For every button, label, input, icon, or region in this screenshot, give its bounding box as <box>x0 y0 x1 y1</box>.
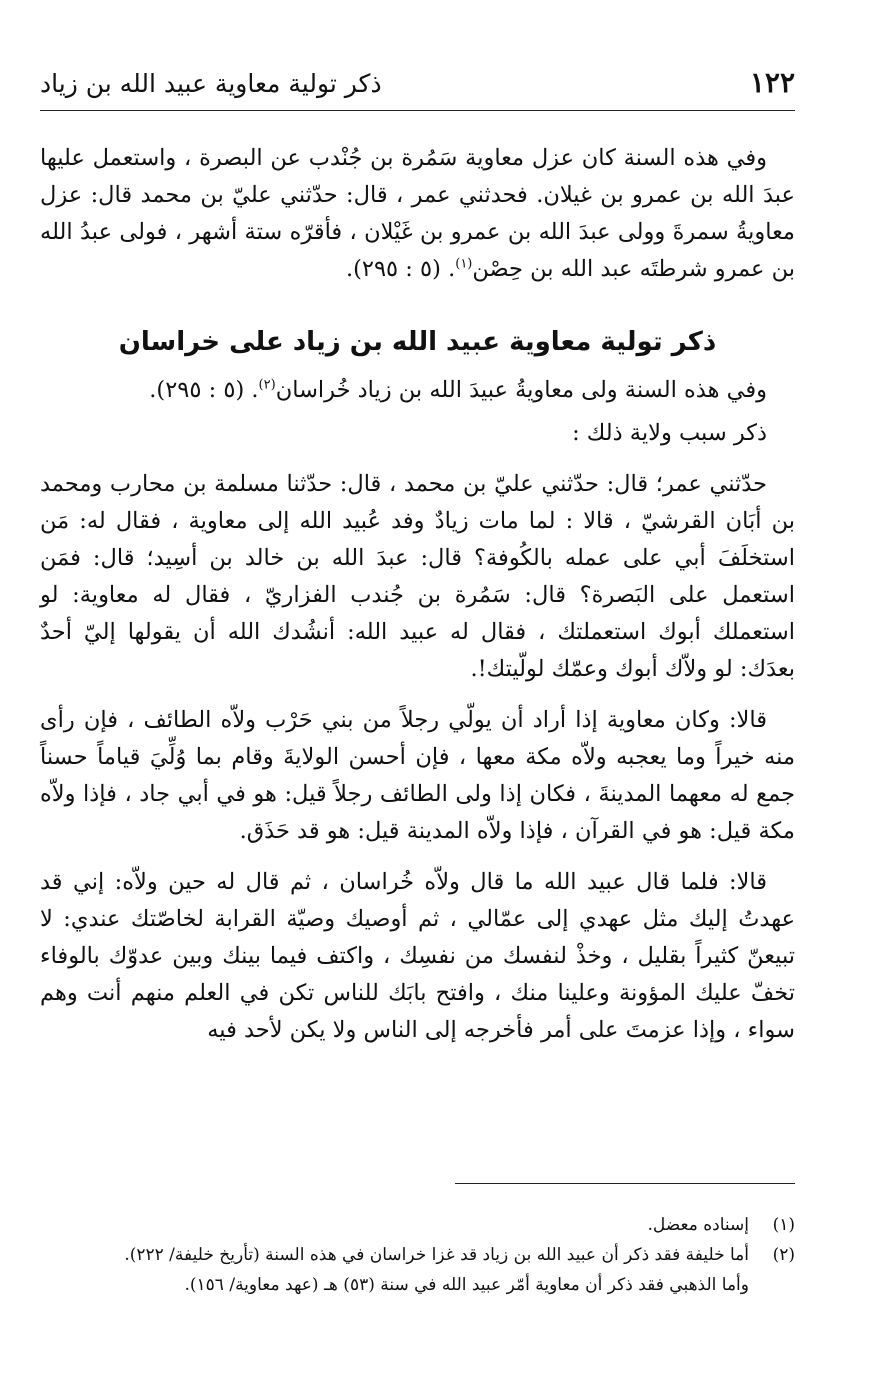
header-rule <box>40 110 795 111</box>
source-reference: . (٥ : ٢٩٥). <box>149 377 259 403</box>
paragraph-text: وفي هذه السنة ولى معاويةُ عبيدَ الله بن زياد خُراسان <box>275 377 767 403</box>
paragraph <box>40 140 795 288</box>
source-reference: . (٥ : ٢٩٥). <box>345 256 456 282</box>
footnotes <box>40 1210 795 1300</box>
page-header <box>40 62 795 108</box>
paragraph: قالا: فلما قال عبيد الله ما قال ولاّه خُراسان ، ثم قال له حين ولاّه: إني قد عهدتُ إليك مثل عهدي إلى عمّالي ، ثم أوصيك وصيّة القرابة لخاصّتك عندي: لا تبيعنّ كثيراً بقليل ، وخذْ لنفسك من نفسِك ، واكتف فيما بينك وبين عدوّك بالوفاء تخفّ عليك المؤونة وعلينا منك ، وافتح بابَك للناس تكن في العلم منهم أنت وهم سواء ، وإذا عزمتَ على أمر فأخرجه إلى الناس ولا يكن لأحد فيه <box>40 869 795 1043</box>
footnote-number: (٢) <box>772 1245 795 1265</box>
footnote-number: (١) <box>772 1215 795 1235</box>
paragraph: قالا: وكان معاوية إذا أراد أن يولّي رجلاً من بني حَرْب ولاّه الطائف ، فإن رأى منه خيراً وما يعجبه ولاّه مكة معها ، فإن أحسن الولايةَ وقام بما وُلِّيَ قياماً حسناً جمع له معهما المدينةَ ، فكان إذا ولى الطائف رجلاً قيل: هو في أبي جاد ، فإذا ولاّه مكة قيل: هو في القرآن ، فإذا ولاّه المدينة قيل: هو قد حَذَق. <box>40 707 795 844</box>
footnote-line: أما خليفة فقد ذكر أن عبيد الله بن زياد قد غزا خراسان في هذه السنة (تأريخ خليفة/ ٢٢٢). <box>124 1245 749 1265</box>
footnote-line: إسناده معضل. <box>647 1215 749 1235</box>
main-text <box>40 140 795 1063</box>
paragraph-text: وفي هذه السنة كان عزل معاوية سَمُرة بن جُنْدب عن البصرة ، واستعمل عليها عبدَ الله بن عمرو بن غيلان. فحدثني عمر ، قال: حدّثني عليّ بن محمد قال: عزل معاويةُ سمرةَ وولى عبدَ الله بن عمرو بن غَيْلان ، فأقرّه ستة أشهر ، فولى عبدُ الله بن عمرو شرطتَه عبد الله بن حِصْن <box>40 145 795 282</box>
footnote-line: وأما الذهبي فقد ذكر أن معاوية أمّر عبيد الله في سنة (٥٣) هـ (عهد معاوية/ ١٥٦). <box>184 1275 749 1295</box>
section-heading: ذكر تولية معاوية عبيد الله بن زياد على خراسان <box>118 327 717 357</box>
paragraph <box>40 372 795 409</box>
footnote-text <box>40 1210 749 1240</box>
paragraph: حدّثني عمر؛ قال: حدّثني عليّ بن محمد ، قال: حدّثنا مسلمة بن محارب ومحمد بن أبَان القرشيّ ، قالا : لما مات زيادٌ وفد عُبيد الله إلى معاوية ، فقال له: مَن استخلَفَ أبي على عمله بالكُوفة؟ قال: عبدَ الله بن خالد بن أسِيد؛ قال: فمَن استعمل على البَصرة؟ قال: سَمُرة بن جُندب الفزاريّ ، فقال له معاوية: لو استعملك أبوك استعملتك ، فقال له عبيد الله: أنشُدك الله أن يقولها إليّ أحدٌ بعدَك: لو ولاّك أبوك وعمّك لولّيتك!. <box>40 471 795 682</box>
page-number: ١٢٢ <box>749 66 795 99</box>
sub-heading: ذكر سبب ولاية ذلك : <box>572 420 767 446</box>
footnote-text <box>40 1240 749 1300</box>
footnote-marker: (٢) <box>258 377 276 393</box>
footnote <box>40 1240 795 1300</box>
footnote-marker: (١) <box>455 256 473 272</box>
footnote-rule <box>455 1183 795 1184</box>
running-title: ذكر تولية معاوية عبيد الله بن زياد <box>40 69 382 98</box>
footnote <box>40 1210 795 1240</box>
